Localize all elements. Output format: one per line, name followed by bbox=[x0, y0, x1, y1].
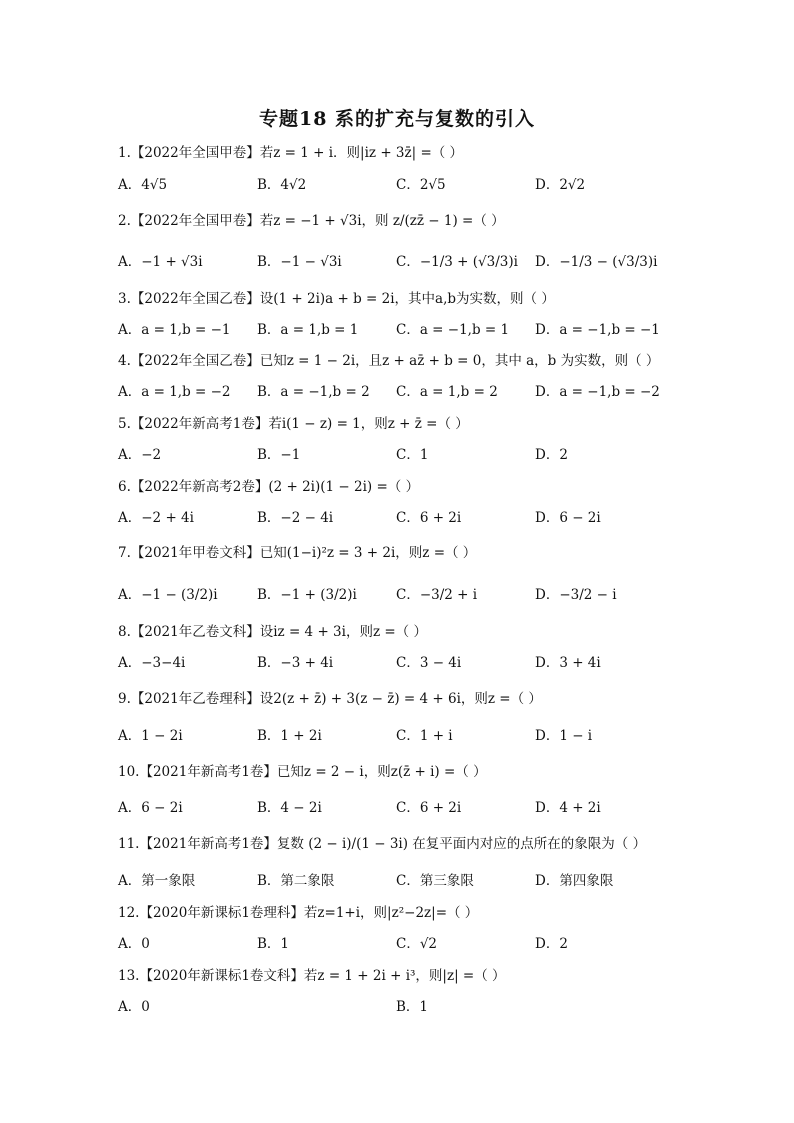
option-a: A．0 bbox=[118, 999, 150, 1015]
option-row bbox=[118, 585, 678, 605]
option-row bbox=[118, 445, 678, 465]
option-a: A．−2 + 4i bbox=[118, 510, 194, 526]
option-a: A．0 bbox=[118, 936, 150, 952]
option-d: D．3 + 4i bbox=[535, 655, 601, 671]
option-row bbox=[118, 252, 678, 272]
option-a: A．−2 bbox=[118, 447, 162, 463]
option-c: C．1 bbox=[396, 447, 429, 463]
question-stem: 1.【2022年全国甲卷】若z = 1 + i．则|iz + 3z̄| =（ ） bbox=[118, 145, 464, 161]
option-a: A．a = 1,b = −1 bbox=[118, 322, 231, 338]
option-c: C．6 + 2i bbox=[396, 800, 462, 816]
option-c: C．6 + 2i bbox=[396, 510, 462, 526]
option-c: C．2√5 bbox=[396, 177, 446, 193]
option-d: D．−3/2 − i bbox=[535, 587, 617, 603]
option-row bbox=[118, 726, 678, 746]
option-b: B．1 bbox=[257, 936, 290, 952]
option-b: B．a = −1,b = 2 bbox=[257, 384, 370, 400]
question-stem: 7.【2021年甲卷文科】已知(1−i)²z = 3 + 2i，则z =（ ） bbox=[118, 545, 477, 561]
page-title: 专题18 系的扩充与复数的引入 bbox=[258, 108, 536, 130]
option-row bbox=[118, 798, 678, 818]
option-d: D．−1/3 − (√3/3)i bbox=[535, 254, 658, 270]
option-b: B．−1 − √3i bbox=[257, 254, 342, 270]
option-b: B．−1 bbox=[257, 447, 301, 463]
option-c: C．√2 bbox=[396, 936, 438, 952]
option-row bbox=[118, 175, 678, 195]
option-c: C．3 − 4i bbox=[396, 655, 462, 671]
option-a: A．1 − 2i bbox=[118, 728, 183, 744]
option-d: D．6 − 2i bbox=[535, 510, 601, 526]
option-a: A．4√5 bbox=[118, 177, 168, 193]
option-b: B．4√2 bbox=[257, 177, 307, 193]
option-b: B．4 − 2i bbox=[257, 800, 322, 816]
option-a: A．a = 1,b = −2 bbox=[118, 384, 231, 400]
question-stem: 6.【2022年新高考2卷】(2 + 2i)(1 − 2i) =（ ） bbox=[118, 479, 420, 495]
option-b: B．−1 + (3/2)i bbox=[257, 587, 357, 603]
question-stem: 9.【2021年乙卷理科】设2(z + z̄) + 3(z − z̄) = 4 + 6i，则z =（ ） bbox=[118, 691, 542, 707]
option-c: C．a = −1,b = 1 bbox=[396, 322, 510, 338]
option-a: A．第一象限 bbox=[118, 873, 196, 889]
option-d: D．1 − i bbox=[535, 728, 593, 744]
option-a: A．−3−4i bbox=[118, 655, 186, 671]
option-d: D．2 bbox=[535, 936, 568, 952]
question-stem: 11.【2021年新高考1卷】复数 (2 − i)/(1 − 3i) 在复平面内对应的点所在的象限为（ ） bbox=[118, 836, 647, 852]
question-stem: 5.【2022年新高考1卷】若i(1 − z) = 1，则z + z̄ =（ ） bbox=[118, 416, 469, 432]
question-stem: 12.【2020年新课标1卷理科】若z=1+i，则|z²−2z|=（ ） bbox=[118, 905, 479, 921]
question-stem: 3.【2022年全国乙卷】设(1 + 2i)a + b = 2i，其中a,b为实数，则（ ） bbox=[118, 291, 555, 307]
option-d: D．2√2 bbox=[535, 177, 586, 193]
option-b: B．1 bbox=[396, 999, 429, 1015]
option-row bbox=[118, 934, 678, 954]
option-row bbox=[118, 382, 678, 402]
question-stem: 10.【2021年新高考1卷】已知z = 2 − i，则z(z̄ + i) =（ ） bbox=[118, 764, 487, 780]
option-a: A．−1 − (3/2)i bbox=[118, 587, 218, 603]
question-stem: 4.【2022年全国乙卷】已知z = 1 − 2i，且z + az̄ + b = 0，其中 a，b 为实数，则（ ） bbox=[118, 353, 660, 369]
option-row bbox=[118, 871, 678, 891]
option-d: D．a = −1,b = −2 bbox=[535, 384, 660, 400]
option-b: B．1 + 2i bbox=[257, 728, 322, 744]
option-c: C．a = 1,b = 2 bbox=[396, 384, 498, 400]
option-c: C．1 + i bbox=[396, 728, 453, 744]
option-b: B．−3 + 4i bbox=[257, 655, 334, 671]
option-row bbox=[118, 508, 678, 528]
option-row bbox=[118, 997, 678, 1017]
option-d: D．2 bbox=[535, 447, 568, 463]
option-a: A．6 − 2i bbox=[118, 800, 183, 816]
option-c: C．−3/2 + i bbox=[396, 587, 478, 603]
option-d: D．第四象限 bbox=[535, 873, 614, 889]
option-d: D．4 + 2i bbox=[535, 800, 601, 816]
option-b: B．−2 − 4i bbox=[257, 510, 334, 526]
option-c: C．第三象限 bbox=[396, 873, 474, 889]
option-b: B．第二象限 bbox=[257, 873, 335, 889]
question-stem: 2.【2022年全国甲卷】若z = −1 + √3i，则 z/(zz̄ − 1) =（ ） bbox=[118, 213, 505, 229]
option-row bbox=[118, 320, 678, 340]
question-stem: 8.【2021年乙卷文科】设iz = 4 + 3i，则z =（ ） bbox=[118, 624, 427, 640]
option-b: B．a = 1,b = 1 bbox=[257, 322, 359, 338]
option-d: D．a = −1,b = −1 bbox=[535, 322, 660, 338]
option-c: C．−1/3 + (√3/3)i bbox=[396, 254, 518, 270]
option-row bbox=[118, 653, 678, 673]
option-a: A．−1 + √3i bbox=[118, 254, 203, 270]
question-stem: 13.【2020年新课标1卷文科】若z = 1 + 2i + i³，则|z| =（ ） bbox=[118, 968, 506, 984]
